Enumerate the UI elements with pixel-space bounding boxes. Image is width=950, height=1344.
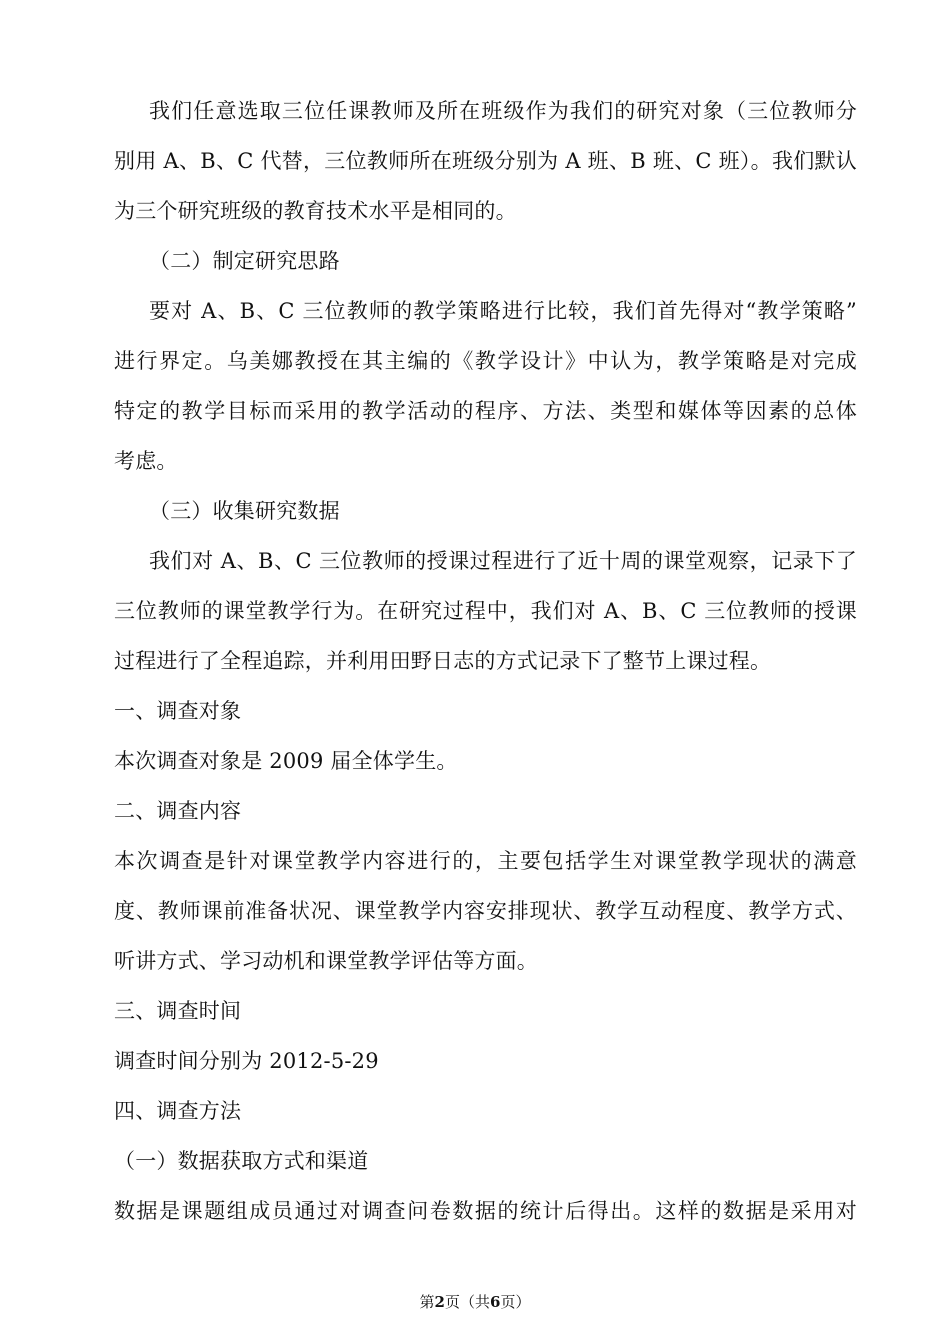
paragraph-line: 过程进行了全程追踪，并利用田野日志的方式记录下了整节上课过程。 bbox=[114, 649, 772, 673]
section-heading: （三）收集研究数据 bbox=[149, 499, 340, 523]
footer-mid: 页（共 bbox=[444, 1293, 490, 1311]
footer-total-pages: 6 bbox=[490, 1293, 501, 1311]
paragraph-line: 数据是课题组成员通过对调查问卷数据的统计后得出。这样的数据是采用对 bbox=[114, 1199, 857, 1223]
section-heading: 一、调查对象 bbox=[114, 699, 242, 723]
footer-page-number: 2 bbox=[434, 1293, 445, 1311]
footer-suffix: 页） bbox=[500, 1293, 531, 1311]
paragraph-line: 本次调查是针对课堂教学内容进行的，主要包括学生对课堂教学现状的满意 bbox=[114, 849, 857, 873]
paragraph-line: 考虑。 bbox=[114, 449, 178, 473]
paragraph-line: 我们任意选取三位任课教师及所在班级作为我们的研究对象（三位教师分 bbox=[149, 99, 857, 123]
paragraph-line: 别用 A、B、C 代替，三位教师所在班级分别为 A 班、B 班、C 班）。我们默认 bbox=[114, 149, 857, 173]
paragraph-line: 度、教师课前准备状况、课堂教学内容安排现状、教学互动程度、教学方式、 bbox=[114, 899, 857, 923]
section-heading: 二、调查内容 bbox=[114, 799, 242, 823]
paragraph-line: 为三个研究班级的教育技术水平是相同的。 bbox=[114, 199, 517, 223]
footer-prefix: 第 bbox=[419, 1293, 435, 1311]
paragraph-line: 三位教师的课堂教学行为。在研究过程中，我们对 A、B、C 三位教师的授课 bbox=[114, 599, 857, 623]
paragraph-line: 要对 A、B、C 三位教师的教学策略进行比较，我们首先得对“教学策略” bbox=[149, 299, 857, 323]
paragraph-line: 进行界定。乌美娜教授在其主编的《教学设计》中认为，教学策略是对完成 bbox=[114, 349, 857, 373]
paragraph-line: 特定的教学目标而采用的教学活动的程序、方法、类型和媒体等因素的总体 bbox=[114, 399, 857, 423]
paragraph-line: 调查时间分别为 2012-5-29 bbox=[114, 1049, 379, 1073]
paragraph-line: 听讲方式、学习动机和课堂教学评估等方面。 bbox=[114, 949, 538, 973]
paragraph-line: 本次调查对象是 2009 届全体学生。 bbox=[114, 749, 458, 773]
section-heading: 三、调查时间 bbox=[114, 999, 242, 1023]
page-footer bbox=[0, 1292, 950, 1312]
section-heading: （二）制定研究思路 bbox=[149, 249, 340, 273]
section-heading: 四、调查方法 bbox=[114, 1099, 242, 1123]
section-heading: （一）数据获取方式和渠道 bbox=[114, 1149, 369, 1173]
paragraph-line: 我们对 A、B、C 三位教师的授课过程进行了近十周的课堂观察，记录下了 bbox=[149, 549, 857, 573]
